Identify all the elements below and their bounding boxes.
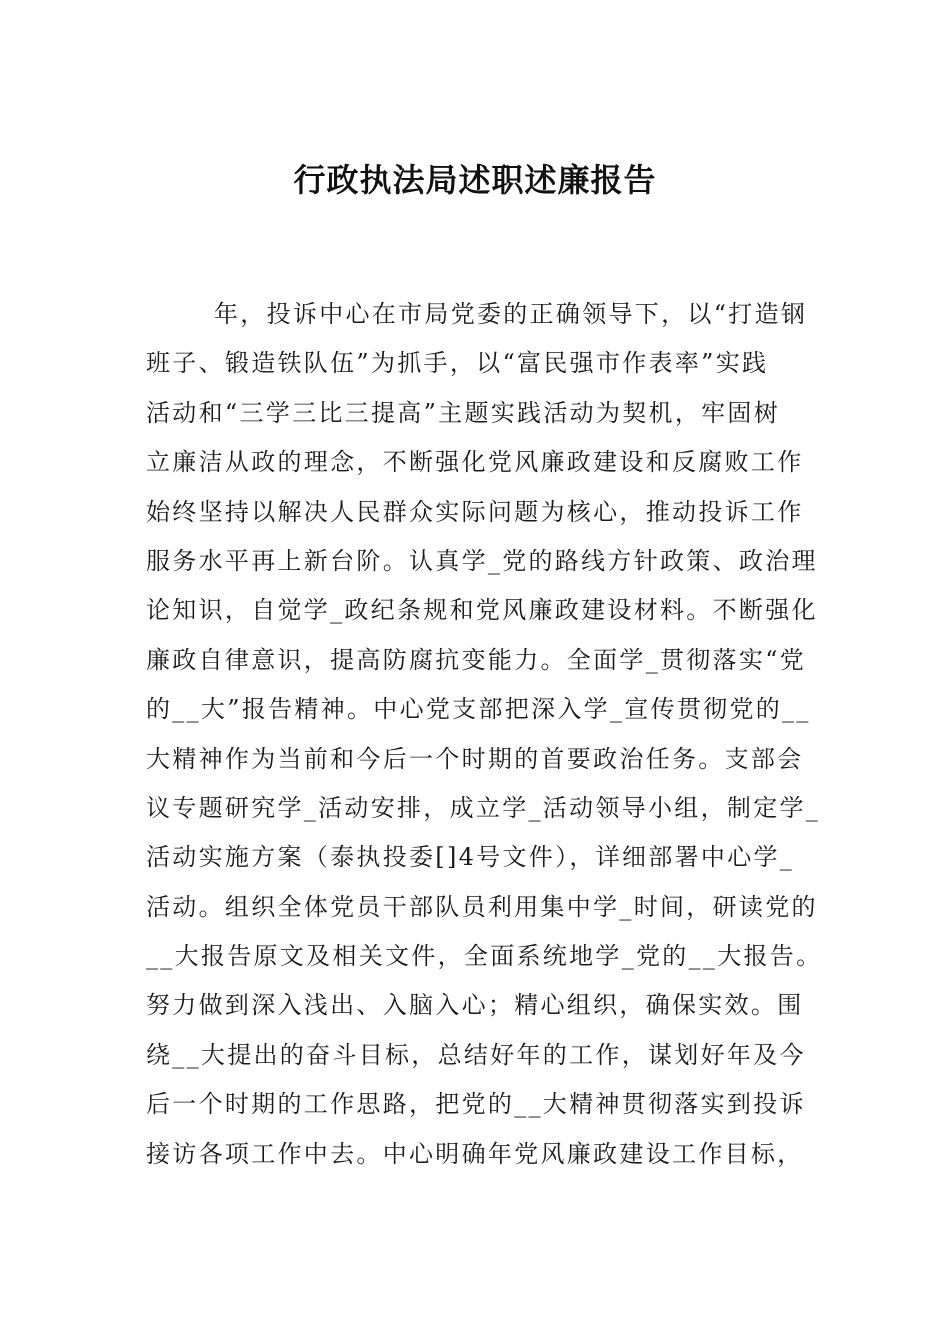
body-line: 论知识，自觉学_政纪条规和党风廉政建设材料。不断强化 (146, 596, 818, 625)
body-line: 年，投诉中心在市局党委的正确领导下，以“打造钢 (214, 300, 808, 328)
body-line: 绕__大提出的奋斗目标，总结好年的工作，谋划好年及今 (146, 1040, 806, 1069)
document-body (146, 290, 823, 1179)
body-line: 廉政自律意识，提高防腐抗变能力。全面学_贯彻落实“党 (146, 645, 807, 674)
body-line: 始终坚持以解决人民群众实际问题为核心，推动投诉工作 (146, 497, 804, 526)
body-line: 班子、锻造铁队伍”为抓手，以“富民强市作表率”实践 (146, 349, 769, 378)
body-line: 议专题研究学_活动安排，成立学_活动领导小组，制定学_ (146, 793, 821, 822)
body-line: 活动。组织全体党员干部队员利用集中学_时间，研读党的 (146, 892, 818, 921)
body-line: 活动和“三学三比三提高”主题实践活动为契机，牢固树 (146, 398, 781, 427)
body-line: 的__大”报告精神。中心党支部把深入学_宣传贯彻党的__ (146, 695, 811, 724)
body-line: 大精神作为当前和今后一个时期的首要政治任务。支部会 (146, 744, 804, 773)
body-line: __大报告原文及相关文件，全面系统地学_党的__大报告。 (146, 942, 823, 971)
body-line: 后一个时期的工作思路，把党的__大精神贯彻落实到投诉 (146, 1090, 806, 1119)
body-line: 努力做到深入浅出、入脑入心；精心组织，确保实效。围 (146, 991, 804, 1020)
document-title: 行政执法局述职述廉报告 (293, 161, 657, 199)
body-line: 服务水平再上新台阶。认真学_党的路线方针政策、政治理 (146, 546, 818, 575)
body-line: 立廉洁从政的理念，不断强化党风廉政建设和反腐败工作 (146, 448, 804, 477)
body-line: 接访各项工作中去。中心明确年党风廉政建设工作目标， (146, 1139, 804, 1168)
body-line: 活动实施方案（泰执投委[]4号文件），详细部署中心学_ (146, 843, 795, 872)
